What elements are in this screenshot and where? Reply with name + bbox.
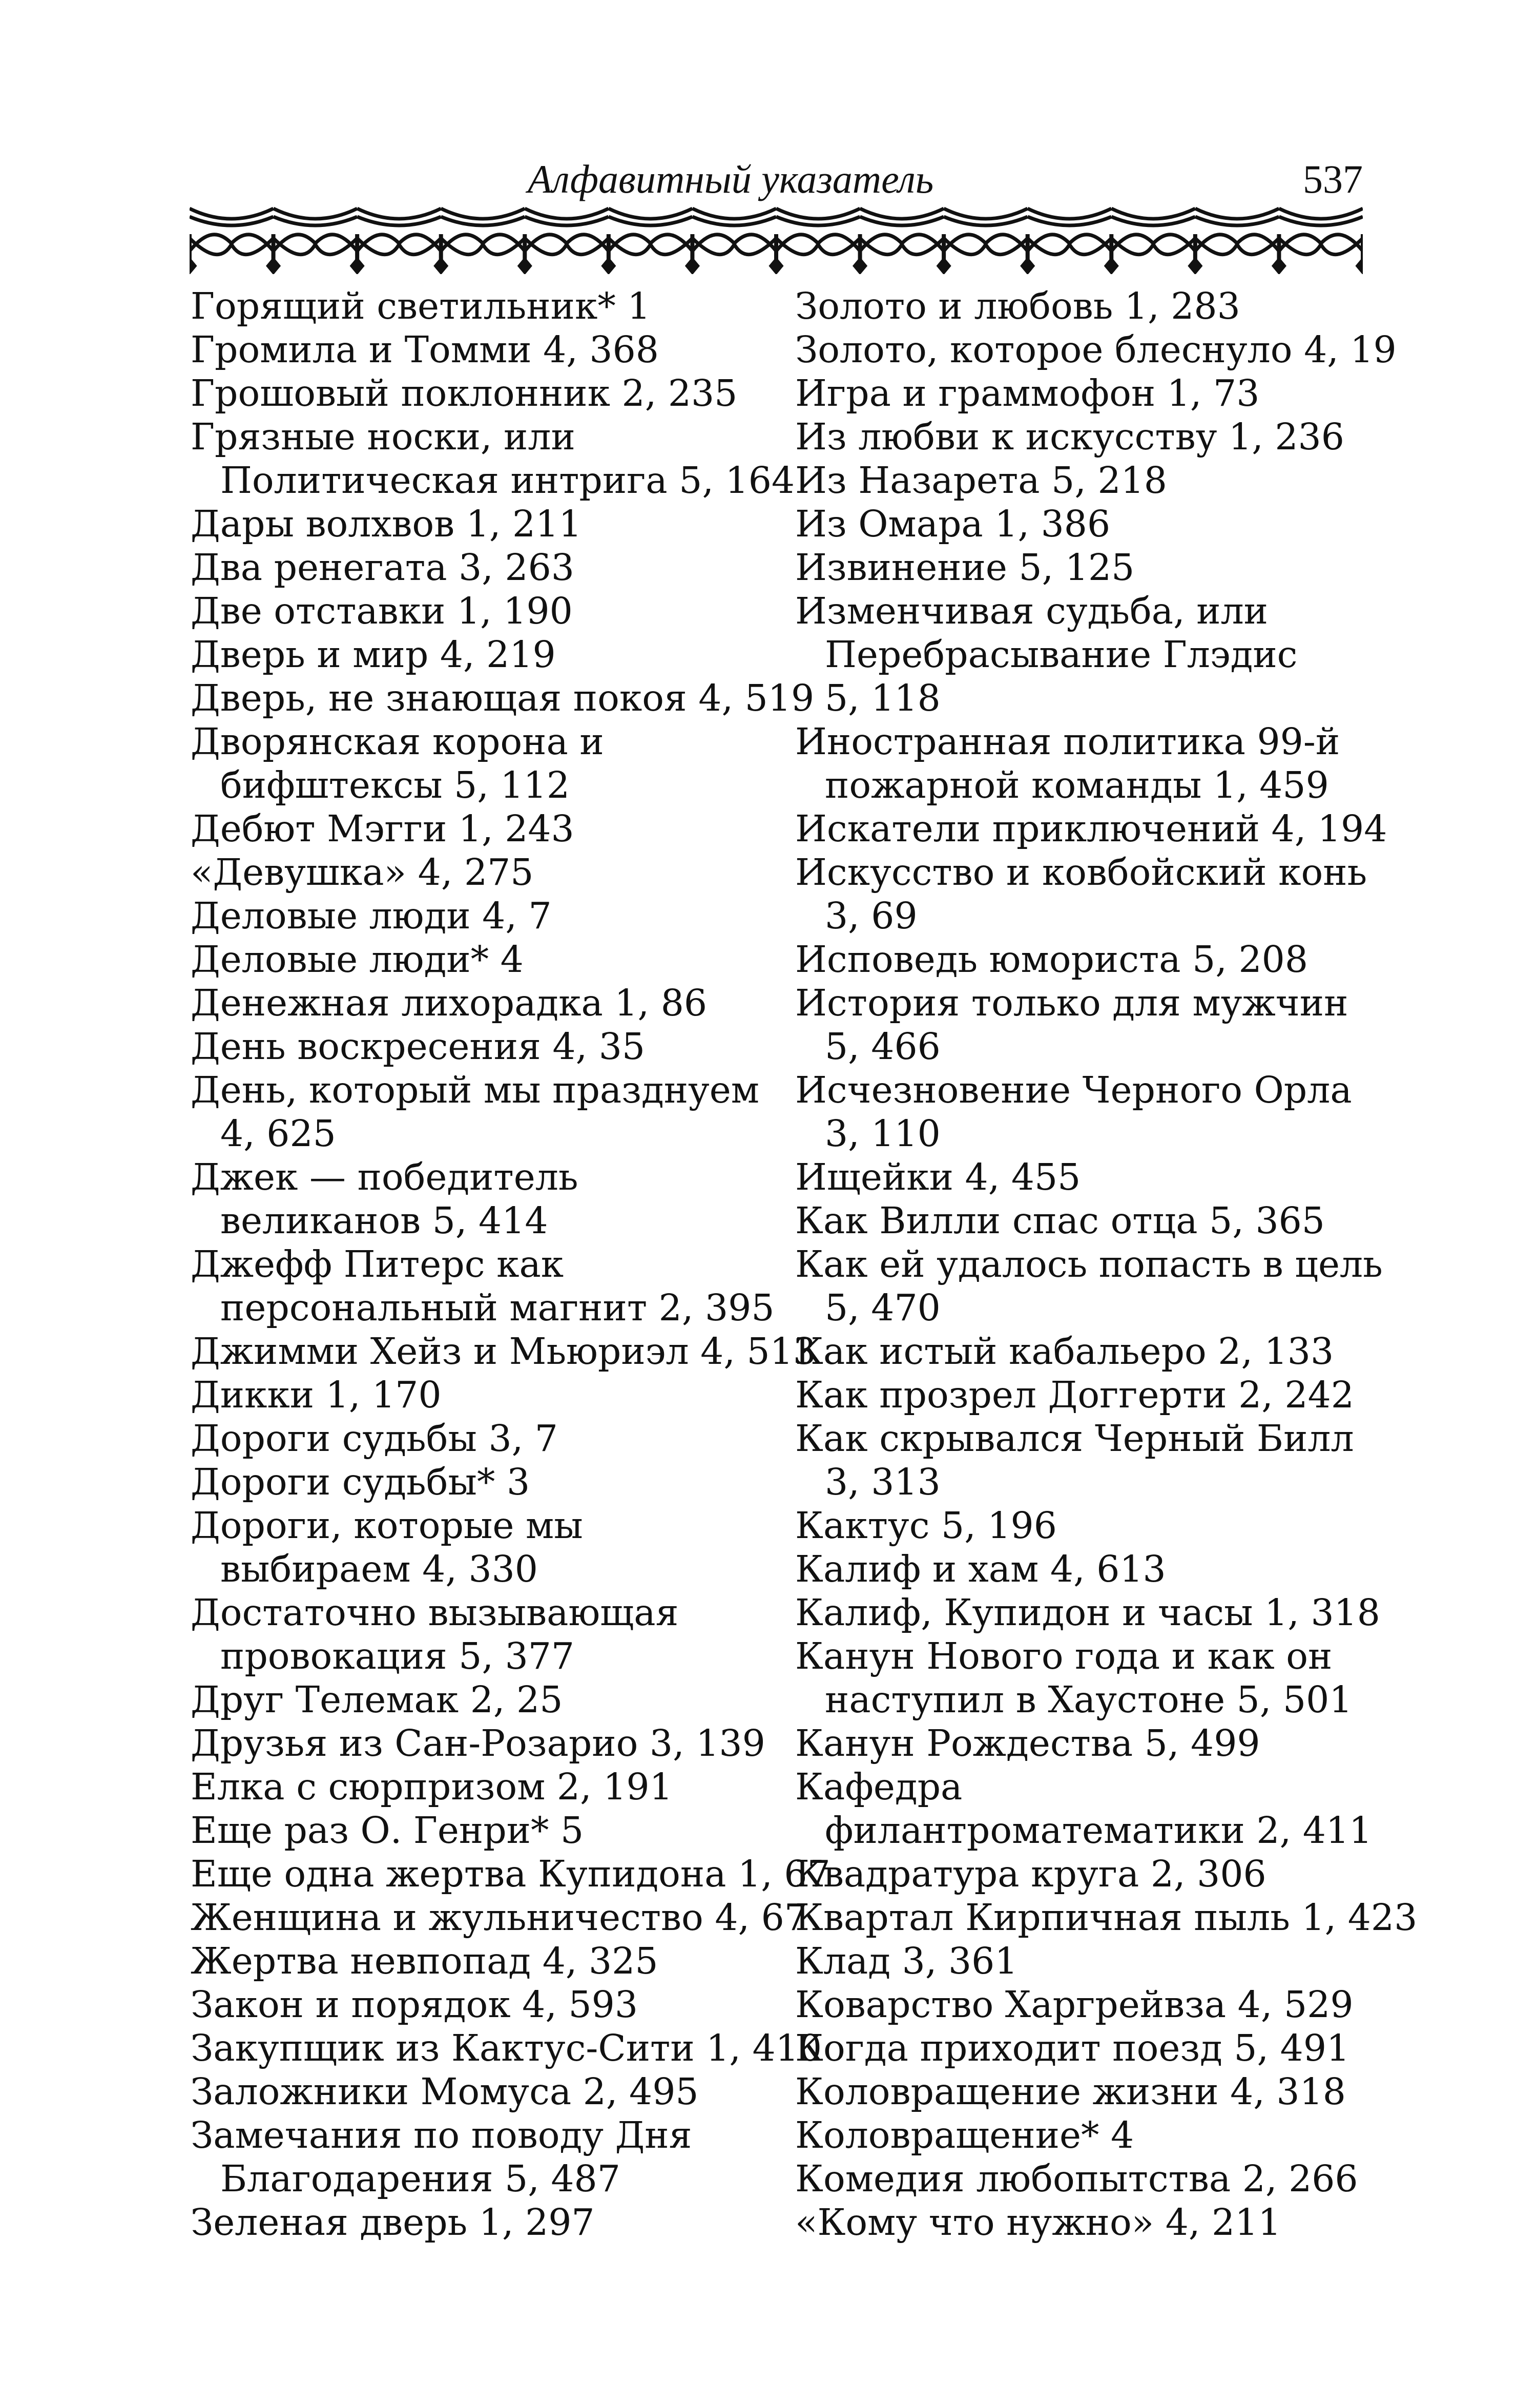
entry-text: Замечания по поводу Дня [191, 2114, 692, 2156]
index-entry [191, 1155, 790, 1242]
entry-text: Дороги, которые мы [191, 1504, 583, 1547]
index-column-left [191, 284, 830, 2244]
ornament-diamond [520, 260, 530, 272]
ornament-diamond [1023, 260, 1033, 272]
index-entry [191, 1504, 790, 1591]
entry-text: Дверь, не знающая покоя 4, 519 [191, 677, 815, 719]
entry-text: Достаточно вызывающая [191, 1591, 679, 1634]
entry-text: Деловые люди 4, 7 [191, 895, 552, 937]
ornament-diamond [436, 260, 446, 272]
entry-text: Как Вилли спас отца 5, 365 [795, 1199, 1325, 1242]
index-entry [795, 459, 1364, 502]
index-entry [191, 1809, 790, 1852]
entry-text: Дебют Мэгги 1, 243 [191, 807, 574, 850]
ornament-diamond [855, 260, 865, 272]
index-entry [191, 1983, 790, 2026]
entry-text: Закупщик из Кактус-Сити 1, 410 [191, 2027, 822, 2069]
index-entry [191, 2026, 822, 2070]
entry-text: Канун Рождества 5, 499 [795, 1722, 1260, 1765]
index-entry [191, 676, 815, 720]
index-entry [795, 2026, 1364, 2070]
entry-text: Ищейки 4, 455 [795, 1156, 1081, 1198]
entry-text: Еще раз О. Генри* 5 [191, 1809, 584, 1852]
index-entry [795, 1983, 1364, 2026]
ornament-diamond [1106, 260, 1116, 272]
index-entry [795, 1068, 1364, 1155]
entry-continuation: 4, 625 [220, 1112, 336, 1155]
entry-continuation: Благодарения 5, 487 [220, 2157, 620, 2200]
index-entry [191, 328, 790, 371]
entry-text: История только для мужчин [795, 982, 1348, 1024]
entry-text: Как истый кабальеро 2, 133 [795, 1330, 1334, 1373]
index-entry [795, 1417, 1364, 1504]
entry-text: Извинение 5, 125 [795, 546, 1135, 589]
ornament-diamond [939, 260, 949, 272]
entry-text: Исчезновение Черного Орла [795, 1069, 1352, 1111]
entry-text: Две отставки 1, 190 [191, 590, 573, 632]
index-entry [191, 938, 790, 981]
entry-continuation: 5, 118 [825, 677, 941, 719]
index-entry [795, 1939, 1364, 1983]
entry-text: Как прозрел Доггерти 2, 242 [795, 1374, 1354, 1416]
index-entry [191, 633, 790, 676]
index-entry [191, 1721, 790, 1765]
entry-continuation: выбираем 4, 330 [220, 1548, 538, 1590]
ornament-diamond [604, 260, 614, 272]
index-entry [191, 415, 795, 502]
index-entry [191, 546, 790, 589]
index-entry [795, 1330, 1364, 1373]
entry-text: Калиф и хам 4, 613 [795, 1548, 1166, 1590]
entry-text: Канун Нового года и как он [795, 1635, 1333, 1677]
index-entry [191, 720, 790, 807]
entry-text: День воскресения 4, 35 [191, 1025, 646, 1068]
index-entry [191, 894, 790, 938]
ornament-border [190, 202, 1363, 274]
index-entry [191, 1939, 790, 1983]
index-entry [795, 1896, 1418, 1939]
entry-text: Коловращение жизни 4, 318 [795, 2070, 1346, 2113]
entry-continuation: Перебрасывание Глэдис [825, 633, 1298, 676]
ornament-diamond [771, 260, 781, 272]
entry-continuation: 3, 110 [825, 1112, 941, 1155]
entry-text: Из Назарета 5, 218 [795, 459, 1167, 502]
index-entry [191, 1417, 790, 1460]
entry-text: Друг Телемак 2, 25 [191, 1678, 563, 1721]
entry-continuation: 5, 470 [825, 1286, 941, 1329]
ornament-diamond [1190, 260, 1200, 272]
index-entry [191, 1330, 816, 1373]
entry-continuation: наступил в Хаустоне 5, 501 [825, 1678, 1353, 1721]
entry-text: Калиф, Купидон и часы 1, 318 [795, 1591, 1380, 1634]
entry-text: Иностранная политика 99-й [795, 720, 1340, 763]
index-entry [191, 850, 790, 894]
entry-text: Джимми Хейз и Мьюриэл 4, 513 [191, 1330, 816, 1373]
index-entry [191, 1373, 790, 1417]
entry-text: Грошовый поклонник 2, 235 [191, 372, 738, 414]
entry-continuation: великанов 5, 414 [220, 1199, 548, 1242]
ornament-diamond [352, 260, 362, 272]
index-entry [795, 1634, 1364, 1721]
entry-text: Кафедра [795, 1766, 963, 1808]
ornament-diamond [268, 260, 279, 272]
entry-text: Дороги судьбы* 3 [191, 1461, 530, 1503]
index-entry [191, 1678, 790, 1721]
entry-continuation: провокация 5, 377 [220, 1635, 575, 1677]
ornament-diamond [687, 260, 697, 272]
entry-text: Денежная лихорадка 1, 86 [191, 982, 708, 1024]
entry-text: Искатели приключений 4, 194 [795, 807, 1387, 850]
index-entry [795, 2070, 1364, 2113]
entry-text: Еще одна жертва Купидона 1, 67 [191, 1853, 830, 1895]
section-title: Алфавитный указатель [528, 157, 934, 201]
ornament-diamond [1274, 260, 1284, 272]
entry-text: Коварство Харгрейвза 4, 529 [795, 1983, 1354, 2026]
entry-text: «Девушка» 4, 275 [191, 851, 534, 894]
ornament-stroke [190, 209, 1363, 225]
entry-text: «Кому что нужно» 4, 211 [795, 2201, 1281, 2244]
entry-continuation: филантроматематики 2, 411 [825, 1809, 1373, 1852]
entry-text: Как скрывался Черный Билл [795, 1417, 1354, 1460]
entry-text: Изменчивая судьба, или [795, 590, 1268, 632]
entry-continuation: 3, 69 [825, 895, 918, 937]
index-entry [191, 2070, 790, 2113]
index-entry [191, 1242, 790, 1330]
index-entry [795, 1199, 1364, 1242]
index-entry [795, 1721, 1364, 1765]
entry-continuation: бифштексы 5, 112 [220, 764, 570, 806]
entry-text: Игра и граммофон 1, 73 [795, 372, 1260, 414]
index-entry [795, 1155, 1364, 1199]
index-entry [795, 2113, 1364, 2157]
index-entry [191, 589, 790, 633]
index-entry [795, 807, 1387, 850]
entry-text: Из любви к искусству 1, 236 [795, 416, 1344, 458]
entry-text: Дворянская корона и [191, 720, 604, 763]
entry-text: Искусство и ковбойский конь [795, 851, 1367, 894]
entry-text: Джефф Питерс как [191, 1243, 564, 1285]
index-entry [191, 502, 790, 546]
entry-text: Джек — победитель [191, 1156, 578, 1198]
entry-text: Горящий светильник* 1 [191, 285, 651, 327]
entry-text: Заложники Момуса 2, 495 [191, 2070, 699, 2113]
running-header [190, 154, 1363, 210]
entry-text: Квартал Кирпичная пыль 1, 423 [795, 1896, 1418, 1939]
entry-continuation: 5, 466 [825, 1025, 941, 1068]
entry-continuation: 3, 313 [825, 1461, 941, 1503]
entry-text: Женщина и жульничество 4, 67 [191, 1896, 807, 1939]
entry-text: Комедия любопытства 2, 266 [795, 2157, 1358, 2200]
index-entry [191, 1068, 790, 1155]
entry-text: День, который мы празднуем [191, 1069, 760, 1111]
ornament-diamond [190, 260, 195, 272]
entry-text: Дороги судьбы 3, 7 [191, 1417, 558, 1460]
entry-text: Исповедь юмориста 5, 208 [795, 938, 1308, 981]
index-entry [795, 1765, 1373, 1852]
index-entry [795, 720, 1364, 807]
index-entry [795, 328, 1397, 371]
entry-text: Два ренегата 3, 263 [191, 546, 574, 589]
entry-text: Как ей удалось попасть в цель [795, 1243, 1383, 1285]
index-entry [795, 2157, 1364, 2201]
ornament-diamond [1358, 260, 1363, 272]
entry-text: Жертва невпопад 4, 325 [191, 1940, 658, 1982]
index-entry [795, 371, 1364, 415]
entry-text: Деловые люди* 4 [191, 938, 524, 981]
index-entry [191, 981, 790, 1025]
entry-text: Коловращение* 4 [795, 2114, 1134, 2156]
index-entry [191, 1896, 807, 1939]
index-entry [191, 284, 790, 328]
page-number: 537 [1303, 157, 1363, 201]
index-entry [795, 981, 1364, 1068]
index-entry [191, 1591, 790, 1678]
entry-continuation: Политическая интрига 5, 164 [220, 459, 795, 502]
entry-continuation: пожарной команды 1, 459 [825, 764, 1329, 806]
entry-text: Когда приходит поезд 5, 491 [795, 2027, 1350, 2069]
index-entry [795, 938, 1364, 981]
entry-text: Грязные носки, или [191, 416, 575, 458]
index-entry [795, 589, 1364, 720]
index-entry [191, 1025, 790, 1068]
index-entry [795, 415, 1364, 459]
index-entry [795, 1373, 1364, 1417]
entry-text: Золото, которое блеснуло 4, 19 [795, 328, 1397, 371]
index-entry [795, 502, 1364, 546]
index-column-right [795, 284, 1418, 2244]
entry-text: Зеленая дверь 1, 297 [191, 2201, 595, 2244]
entry-text: Громила и Томми 4, 368 [191, 328, 659, 371]
entry-text: Закон и порядок 4, 593 [191, 1983, 638, 2026]
index-entry [191, 1765, 790, 1809]
index-entry [795, 1591, 1380, 1634]
entry-continuation: персональный магнит 2, 395 [220, 1286, 775, 1329]
index-entry [795, 546, 1364, 589]
index-entry [191, 1852, 830, 1896]
entry-text: Клад 3, 361 [795, 1940, 1018, 1982]
index-entry [795, 1242, 1383, 1330]
index-entry [795, 1547, 1364, 1591]
index-entry [795, 1852, 1364, 1896]
entry-text: Друзья из Сан-Розарио 3, 139 [191, 1722, 765, 1765]
index-entry [191, 2113, 790, 2201]
entry-text: Квадратура круга 2, 306 [795, 1853, 1266, 1895]
index-entry [795, 2201, 1364, 2244]
index-entry [191, 371, 790, 415]
index-entry [191, 2201, 790, 2244]
entry-text: Дикки 1, 170 [191, 1374, 442, 1416]
entry-text: Дары волхвов 1, 211 [191, 503, 582, 545]
entry-text: Елка с сюрпризом 2, 191 [191, 1766, 673, 1808]
index-entry [795, 284, 1364, 328]
entry-text: Из Омара 1, 386 [795, 503, 1111, 545]
entry-text: Кактус 5, 196 [795, 1504, 1057, 1547]
entry-text: Золото и любовь 1, 283 [795, 285, 1240, 327]
index-entry [795, 850, 1367, 938]
index-entry [191, 1460, 790, 1504]
index-entry [191, 807, 790, 850]
index-entry [795, 1504, 1364, 1547]
entry-text: Дверь и мир 4, 219 [191, 633, 556, 676]
